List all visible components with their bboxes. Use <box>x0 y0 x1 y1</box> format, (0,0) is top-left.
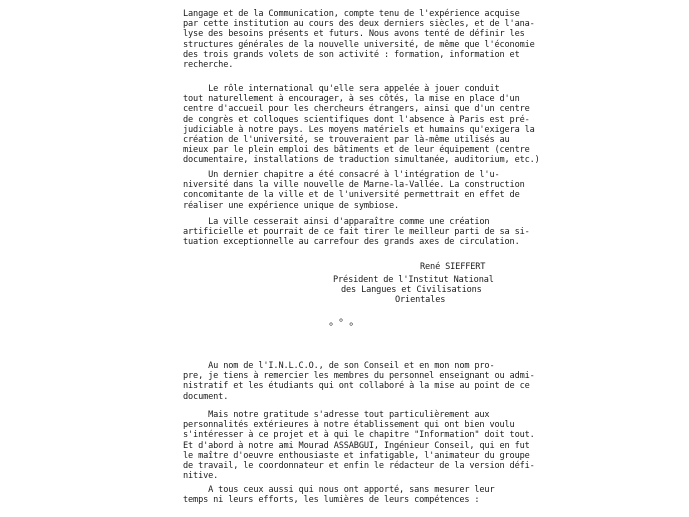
text-line: judiciable à notre pays. Les moyens matériels et humains qu'exigera la <box>183 124 535 135</box>
text-line: centre d'accueil pour les chercheurs étrangers, ainsi que d'un centre <box>183 104 530 115</box>
text-line: concomitante de la ville et de l'université permettrait en effet de <box>183 190 520 201</box>
author-title-line: Orientales <box>395 295 446 306</box>
text-line: des trois grands volets de son activité : formation, information et <box>183 49 520 60</box>
text-line: La ville cesserait ainsi d'apparaître comme une création <box>183 217 490 227</box>
section-separator <box>328 318 368 335</box>
text-line: nistratif et les étudiants qui ont collaboré à la mise au point de ce <box>183 381 530 392</box>
paragraph-5 <box>183 361 535 402</box>
author-title-line: Président de l'Institut National <box>333 275 494 285</box>
separator-mark: ° <box>348 322 359 333</box>
text-line: Et d'abord à notre ami Mourad ASSABGUI, Ingénieur Conseil, qui en fut <box>183 440 530 451</box>
text-line: nitive. <box>183 471 219 482</box>
text-line: mieux par le plein emploi des bâtiments et de leur équipement (centre <box>183 145 530 156</box>
text-line: Le rôle international qu'elle sera appelée à jouer conduit <box>183 84 500 94</box>
text-line: personnalités extérieures à notre établissement qui ont bien voulu <box>183 420 515 431</box>
text-line: création de l'université, se trouveraient par là-même utilisés au <box>183 135 510 146</box>
text-line: temps ni leurs efforts, les lumières de leurs compétences : <box>183 495 480 506</box>
paragraph-4 <box>183 217 530 248</box>
text-line: Langage et de la Communication, compte tenu de l'expérience acquise <box>183 9 520 19</box>
text-line: A tous ceux aussi qui nous ont apporté, sans mesurer leur <box>183 485 495 495</box>
text-line: Un dernier chapitre a été consacré à l'intégration de l'u- <box>183 170 500 180</box>
text-line: recherche. <box>183 60 234 71</box>
paragraph-1 <box>183 9 535 71</box>
signature-title <box>333 275 533 306</box>
author-name: René SIEFFERT <box>420 262 486 272</box>
text-line: lyse des besoins présents et futurs. Nous avons tenté de définir les <box>183 29 525 40</box>
separator-mark: ° <box>338 318 349 329</box>
text-line: Au nom de l'I.N.L.C.O., de son Conseil et en mon nom pro- <box>183 361 495 371</box>
text-line: tout naturellement à encourager, à ses côtés, la mise en place d'un <box>183 94 520 105</box>
text-line: le maître d'oeuvre enthousiaste et infatigable, l'animateur du groupe <box>183 450 530 461</box>
author-title-line: des Langues et Civilisations <box>341 285 482 296</box>
text-line: de travail, le coordonnateur et enfin le rédacteur de la version défi- <box>183 461 535 472</box>
text-line: de congrès et colloques scientifiques dont l'absence à Paris est pré- <box>183 114 530 125</box>
text-line: document. <box>183 391 229 402</box>
paragraph-2 <box>183 84 540 166</box>
signature-name <box>420 262 620 272</box>
text-line: s'intéresser à ce projet et à qui le chapitre "Information" doit tout. <box>183 430 535 441</box>
text-line: par cette institution au cours des deux derniers siècles, et de l'ana- <box>183 19 535 30</box>
text-line: structures générales de la nouvelle université, de même que l'économie <box>183 39 535 50</box>
text-line: documentaire, installations de traduction simultanée, auditorium, etc.) <box>183 155 540 166</box>
separator-mark: ° <box>328 322 339 333</box>
paragraph-7 <box>183 485 523 505</box>
text-line: Mais notre gratitude s'adresse tout particulièrement aux <box>183 410 490 420</box>
text-line: réaliser une expérience unique de symbiose. <box>183 200 400 211</box>
text-line: tuation exceptionnelle au carrefour des grands axes de circulation. <box>183 237 520 248</box>
paragraph-6 <box>183 410 535 482</box>
text-line: pre, je tiens à remercier les membres du personnel enseignant ou admi- <box>183 371 535 382</box>
text-line: niversité dans la ville nouvelle de Marne-la-Vallée. La construction <box>183 180 525 191</box>
text-line: artificielle et pourrait de ce fait tirer le meilleur parti de sa si- <box>183 227 530 238</box>
paragraph-3 <box>183 170 523 211</box>
